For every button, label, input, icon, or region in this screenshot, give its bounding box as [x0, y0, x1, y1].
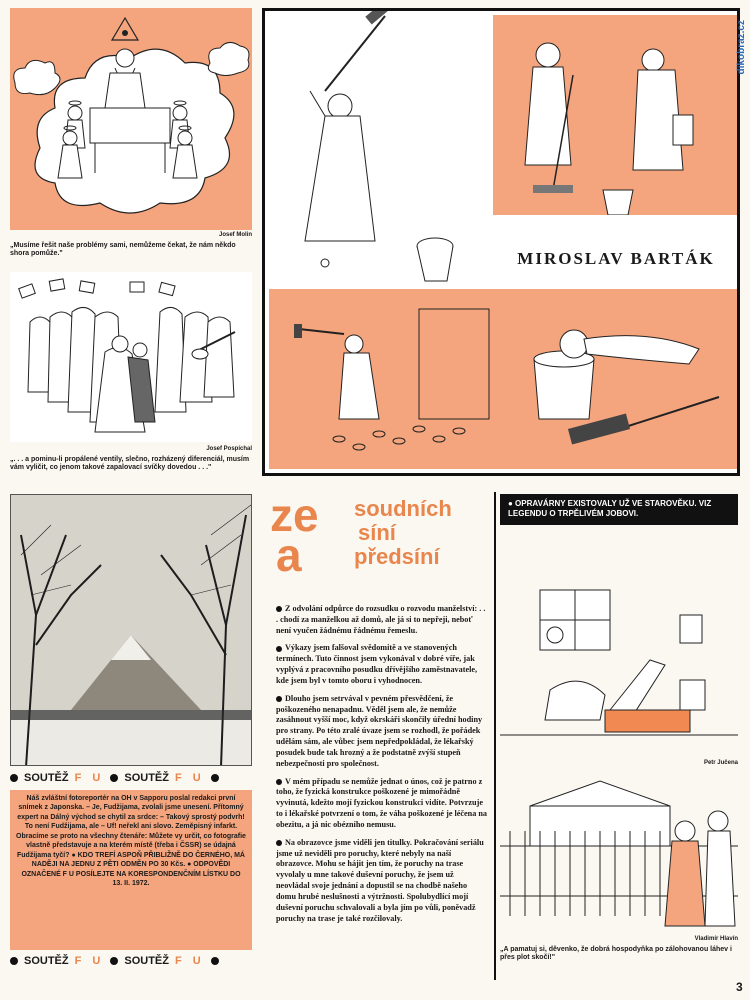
article-paragraph: Na obrazovce jsme viděli jen titulky. Pokračování seriálu jsme už neviděli pro poruchy, které nebyly na naší obrazovce. Mohu se hájit jen tím, že poruchy na trase vyvolaly u mne takové duševní poruchy, že jsem už neovládal svoje jednání a dopustil se na chodbě našeho domu hrubé neslušnosti a výtržnosti. Spolubydlící mojí duševní poruchu schvalovali a byla jím po vůli, poněvadž poruchy na trase je také rozčilovaly. [276, 837, 484, 923]
cartoon-pospichal-panel [10, 272, 252, 442]
bullet-icon [10, 957, 18, 965]
heading-sini: síní [358, 520, 396, 545]
article-heading [268, 489, 488, 592]
soutez-label: SOUTĚŽ [124, 955, 169, 967]
bullet-icon [276, 840, 282, 846]
fu-label: F U [174, 955, 205, 967]
bartak-panel-2 [493, 15, 737, 215]
cartoon-molin-caption: „Musíme řešit naše problémy sami, nemůžeme čekat, že nám někdo shora pomůže." [10, 242, 236, 258]
bullet-icon [211, 774, 219, 782]
bullet-icon [276, 696, 282, 702]
cartoon-pospichal-drawing [10, 272, 252, 442]
cartoon-molin-drawing [10, 8, 252, 230]
watermark: dikobraz.cz [736, 20, 747, 75]
right-banner: ● OPRAVÁRNY EXISTOVALY UŽ VE STAROVĚKU. VIZ LEGENDU O TRPĚLIVÉM JOBOVI. [500, 494, 738, 525]
soutez-label: SOUTĚŽ [24, 955, 69, 967]
cartoon-molin-author: Josef Molin [218, 232, 252, 238]
soutez-bar-bottom [10, 955, 252, 967]
fu-label: F U [74, 955, 105, 967]
heading-predsini: předsíní [354, 544, 440, 569]
bullet-icon [110, 774, 118, 782]
article-paragraph: Z odvolání odpůrce do rozsudku o rozvodu manželství: . . . chodí za manželkou až domů, ale já si to nepřeji, neboť není vyučen žádnému řádnému řemeslu. [276, 604, 486, 635]
bullet-icon [10, 774, 18, 782]
heading-a: a [276, 529, 302, 581]
page-number: 3 [736, 980, 743, 994]
article-paragraph: V mém případu se nemůže jednat o únos, což je patrno z toho, že fyzická konstrukce poškozené je mimořádně vyvinutá, kdežto mojí fyzickou konstrukci vidíte. Potvrzuje to i lékařské potvrzení o tom, že váha poškozené je léčena na obezitu, a já nic obézního nemusu. [276, 776, 488, 829]
bullet-icon [211, 957, 219, 965]
bullet-icon [276, 646, 282, 652]
bartak-panel-3 [269, 289, 737, 469]
heading-ze: ze [270, 489, 319, 541]
cartoon-molin-panel [10, 8, 252, 230]
cartoon-hlavin-caption: „A pamatuj si, děvenko, že dobrá hospodyňka po zálohovanou láhev i přes plot skočí!" [500, 946, 732, 962]
cartoon-pospichal-author: Josef Pospíchal [206, 446, 252, 452]
bartak-strip-frame [262, 8, 740, 476]
bartak-panel-1 [265, 11, 490, 291]
cartoon-hlavin-author: Vladimír Hlavín [694, 936, 738, 942]
cartoon-jucena-author: Petr Jučena [703, 760, 738, 766]
contest-photo [10, 494, 252, 766]
bullet-icon [276, 606, 282, 612]
bartak-title: MIROSLAV BARTÁK [517, 249, 715, 268]
cartoon-jucena-panel [500, 570, 738, 760]
bullet-icon [276, 779, 282, 785]
cartoon-pospichal-caption: „. . . a pominu-li propálené ventily, slečno, rozházený diferenciál, musím vám vyličit, co jenom takové zapalovací svíčky dovedou . . ." [10, 456, 250, 472]
article-paragraph: Výkazy jsem falšoval svědomitě a ve stanovených termínech. Tuto činnost jsem vykonával v dobré víře, jak vyplývá z pracovního posudku dřívějšího zaměstnavatele, kde jsem byl v tomto oboru i vyhodnocen. [276, 643, 478, 685]
soutez-bar-top [10, 772, 252, 784]
soutez-label: SOUTĚŽ [24, 772, 69, 784]
contest-text: Náš zvláštní fotoreportér na OH v Sapporu poslal redakci první snímek z Japonska. – Je, Fudžijama, zvolali jsme unesení. Přítomný expert na Dálný východ se chytil za srdce: – Takový sprostý podvrh! To není Fudžijama, ale – Uf! neřekl ani slovo. Zeměpisný infarkt. Obracíme se proto na všechny čtenáře: Můžete vy určit, co fotografie vlastně představuje a na kterém místě (třeba i ČSSR) se údajná Fudžijama tyčí? ● KDO TREFÍ ASPOŇ PŘIBLIŽNĚ DO ČERNÉHO, MÁ NADĚJI NA JEDNU Z PĚTI ODMĚN PO 30 Kčs. ● ODPOVĚDI OZNAČENÉ F U POSÍLEJTE NA KORESPONDENČNÍM LÍSTKU DO 13. II. 1972. [10, 790, 252, 950]
cartoon-hlavin-panel [500, 776, 738, 936]
article-paragraph: Dlouho jsem setrvával v pevném přesvědčení, že poškozeného nenapadnu. Věděl jsem ale, že nemůže zasáhnout vyšší moc, když okrskáři skončily úřední hodiny pro strany. Po této zralé úvaze jsem se rozhodl, že pořádek udělám sám, ale vůbec jsem nepředpokládal, že lékařský posudek bude tak hrozný a že podstatně zvýší stupeň nebezpečnosti pro společnost. [276, 693, 483, 768]
fu-label: F U [174, 772, 205, 784]
soutez-label: SOUTĚŽ [124, 772, 169, 784]
column-divider [494, 492, 496, 980]
article-body [276, 604, 488, 974]
bullet-icon [110, 957, 118, 965]
fu-label: F U [74, 772, 105, 784]
heading-soudnich: soudních [354, 496, 452, 521]
